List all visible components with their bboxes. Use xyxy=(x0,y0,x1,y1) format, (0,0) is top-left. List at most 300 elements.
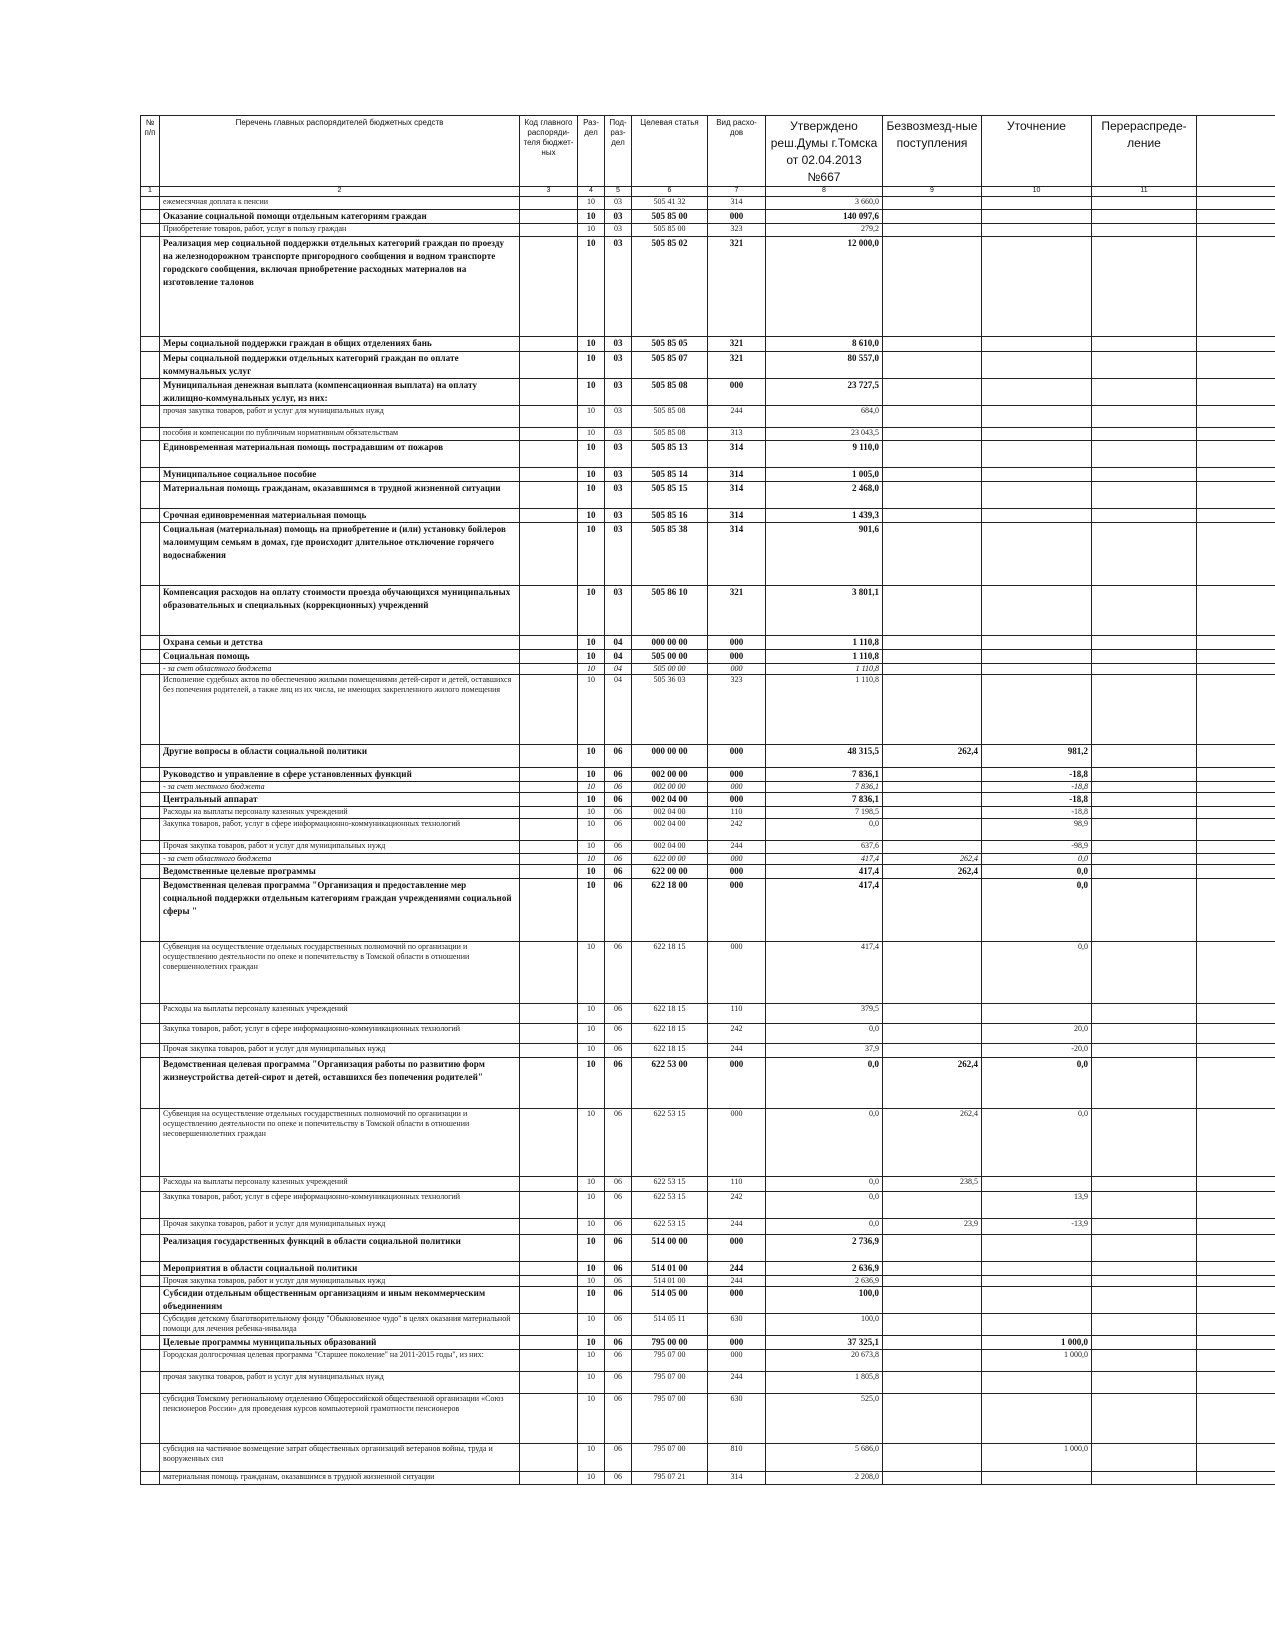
row-name-cell: Субсидии отдельным общественным организациям и иным некоммерческим объединениям xyxy=(160,1287,520,1314)
row-extra-cell xyxy=(1197,1109,1275,1177)
row-target-cell: 002 04 00 xyxy=(632,807,708,819)
row-vid-cell: 244 xyxy=(708,1262,766,1276)
row-extra-cell xyxy=(1197,224,1275,237)
row-target-cell: 000 00 00 xyxy=(632,745,708,768)
table-row xyxy=(141,237,1275,337)
row-podrazdel-cell: 03 xyxy=(605,586,632,636)
row-target-cell: 505 85 00 xyxy=(632,224,708,237)
row-razdel-cell: 10 xyxy=(578,1336,605,1350)
row-num-cell xyxy=(141,675,160,745)
row-redistribute-cell xyxy=(1092,768,1197,782)
row-vid-cell: 000 xyxy=(708,854,766,865)
row-num-cell xyxy=(141,1177,160,1192)
row-free-cell xyxy=(883,879,982,942)
table-row xyxy=(141,1372,1275,1394)
header-redistribute: Перераспреде-ление xyxy=(1092,116,1197,187)
row-clarify-cell xyxy=(982,482,1092,509)
row-redistribute-cell xyxy=(1092,509,1197,523)
row-name-cell: Ведомственная целевая программа "Организация работы по развитию форм жизнеустройства детей-сирот и детей, оставшихся без попечения родителей" xyxy=(160,1058,520,1109)
row-clarify-cell: -20,0 xyxy=(982,1044,1092,1058)
row-extra-cell xyxy=(1197,807,1275,819)
col-number: 10 xyxy=(982,187,1092,197)
row-free-cell xyxy=(883,1235,982,1262)
row-extra-cell xyxy=(1197,482,1275,509)
row-approved-cell: 9 110,0 xyxy=(766,441,883,468)
row-clarify-cell xyxy=(982,352,1092,379)
row-name-cell: Центральный аппарат xyxy=(160,793,520,807)
row-extra-cell xyxy=(1197,337,1275,352)
row-target-cell: 002 04 00 xyxy=(632,793,708,807)
row-podrazdel-cell: 06 xyxy=(605,1109,632,1177)
row-free-cell xyxy=(883,406,982,428)
row-code-cell xyxy=(520,1372,578,1394)
table-row xyxy=(141,768,1275,782)
row-code-cell xyxy=(520,379,578,406)
row-vid-cell: 314 xyxy=(708,468,766,482)
row-free-cell xyxy=(883,224,982,237)
row-razdel-cell: 10 xyxy=(578,523,605,586)
row-podrazdel-cell: 06 xyxy=(605,1372,632,1394)
row-vid-cell: 000 xyxy=(708,782,766,793)
row-clarify-cell xyxy=(982,1287,1092,1314)
row-name-cell: субсидия на частичное возмещение затрат общественных организаций ветеранов войны, труда и вооруженных сил xyxy=(160,1444,520,1472)
row-free-cell xyxy=(883,650,982,664)
row-free-cell xyxy=(883,1004,982,1024)
row-num-cell xyxy=(141,807,160,819)
row-vid-cell: 242 xyxy=(708,1192,766,1219)
row-target-cell: 505 41 32 xyxy=(632,197,708,210)
row-clarify-cell xyxy=(982,237,1092,337)
row-vid-cell: 000 xyxy=(708,768,766,782)
row-name-cell: Приобретение товаров, работ, услуг в пользу граждан xyxy=(160,224,520,237)
row-vid-cell: 110 xyxy=(708,807,766,819)
row-clarify-cell xyxy=(982,406,1092,428)
row-code-cell xyxy=(520,745,578,768)
budget-table xyxy=(140,115,1275,1485)
row-target-cell: 002 04 00 xyxy=(632,841,708,854)
row-code-cell xyxy=(520,782,578,793)
row-clarify-cell xyxy=(982,428,1092,441)
row-razdel-cell: 10 xyxy=(578,1276,605,1287)
row-target-cell: 000 00 00 xyxy=(632,636,708,650)
row-podrazdel-cell: 03 xyxy=(605,482,632,509)
table-row xyxy=(141,1262,1275,1276)
row-target-cell: 795 07 00 xyxy=(632,1350,708,1372)
row-extra-cell xyxy=(1197,1444,1275,1472)
row-target-cell: 514 01 00 xyxy=(632,1262,708,1276)
col-number: 7 xyxy=(708,187,766,197)
header-num: № п/п xyxy=(141,116,160,187)
row-free-cell xyxy=(883,1287,982,1314)
row-vid-cell: 321 xyxy=(708,352,766,379)
row-target-cell: 622 53 15 xyxy=(632,1109,708,1177)
row-free-cell xyxy=(883,1444,982,1472)
row-name-cell: Расходы на выплаты персоналу казенных учреждений xyxy=(160,807,520,819)
row-approved-cell: 1 805,8 xyxy=(766,1372,883,1394)
row-vid-cell: 242 xyxy=(708,1024,766,1044)
row-target-cell: 622 53 15 xyxy=(632,1177,708,1192)
row-razdel-cell: 10 xyxy=(578,1350,605,1372)
row-code-cell xyxy=(520,942,578,1004)
column-number-row xyxy=(141,187,1275,197)
row-vid-cell: 000 xyxy=(708,865,766,879)
row-target-cell: 795 07 00 xyxy=(632,1394,708,1444)
row-extra-cell xyxy=(1197,1219,1275,1235)
row-approved-cell: 23 043,5 xyxy=(766,428,883,441)
row-code-cell xyxy=(520,768,578,782)
row-podrazdel-cell: 03 xyxy=(605,352,632,379)
row-free-cell: 262,4 xyxy=(883,1109,982,1177)
table-row xyxy=(141,406,1275,428)
row-vid-cell: 000 xyxy=(708,1336,766,1350)
row-free-cell xyxy=(883,523,982,586)
row-name-cell: прочая закупка товаров, работ и услуг для муниципальных нужд xyxy=(160,406,520,428)
row-podrazdel-cell: 06 xyxy=(605,1004,632,1024)
table-row xyxy=(141,1472,1275,1485)
row-num-cell xyxy=(141,636,160,650)
row-vid-cell: 321 xyxy=(708,586,766,636)
row-name-cell: Реализация государственных функций в области социальной политики xyxy=(160,1235,520,1262)
row-extra-cell xyxy=(1197,854,1275,865)
row-name-cell: - за счет областного бюджета xyxy=(160,854,520,865)
row-extra-cell xyxy=(1197,664,1275,675)
row-vid-cell: 314 xyxy=(708,482,766,509)
row-razdel-cell: 10 xyxy=(578,482,605,509)
row-redistribute-cell xyxy=(1092,1276,1197,1287)
row-num-cell xyxy=(141,1024,160,1044)
row-extra-cell xyxy=(1197,428,1275,441)
row-free-cell xyxy=(883,636,982,650)
header-name: Перечень главных распорядителей бюджетных средств xyxy=(160,116,520,187)
row-razdel-cell: 10 xyxy=(578,841,605,854)
row-approved-cell: 12 000,0 xyxy=(766,237,883,337)
table-row xyxy=(141,1192,1275,1219)
row-name-cell: Социальная помощь xyxy=(160,650,520,664)
row-free-cell xyxy=(883,379,982,406)
row-extra-cell xyxy=(1197,1394,1275,1444)
row-podrazdel-cell: 06 xyxy=(605,793,632,807)
row-extra-cell xyxy=(1197,1276,1275,1287)
row-num-cell xyxy=(141,1044,160,1058)
row-free-cell xyxy=(883,441,982,468)
table-row xyxy=(141,675,1275,745)
row-razdel-cell: 10 xyxy=(578,468,605,482)
row-redistribute-cell xyxy=(1092,650,1197,664)
row-approved-cell: 2 636,9 xyxy=(766,1262,883,1276)
row-extra-cell xyxy=(1197,1372,1275,1394)
row-target-cell: 795 07 00 xyxy=(632,1372,708,1394)
row-redistribute-cell xyxy=(1092,482,1197,509)
row-vid-cell: 000 xyxy=(708,664,766,675)
table-row xyxy=(141,337,1275,352)
row-name-cell: Субсидия детскому благотворительному фонду "Обыкновенное чудо" в целях оказания материальной помощи для лечения ребенка-инвалида xyxy=(160,1314,520,1336)
row-free-cell xyxy=(883,841,982,854)
row-name-cell: Социальная (материальная) помощь на приобретение и (или) установку бойлеров малоимущим семьям в домах, где происходит длительное отключение горячего водоснабжения xyxy=(160,523,520,586)
row-razdel-cell: 10 xyxy=(578,379,605,406)
table-row xyxy=(141,210,1275,224)
row-podrazdel-cell: 03 xyxy=(605,406,632,428)
header-extra xyxy=(1197,116,1275,187)
row-name-cell: - за счет местного бюджета xyxy=(160,782,520,793)
row-target-cell: 622 18 00 xyxy=(632,879,708,942)
row-code-cell xyxy=(520,650,578,664)
row-target-cell: 514 05 11 xyxy=(632,1314,708,1336)
row-extra-cell xyxy=(1197,650,1275,664)
row-free-cell: 262,4 xyxy=(883,854,982,865)
row-clarify-cell: 0,0 xyxy=(982,942,1092,1004)
row-redistribute-cell xyxy=(1092,879,1197,942)
row-target-cell: 505 85 07 xyxy=(632,352,708,379)
row-extra-cell xyxy=(1197,793,1275,807)
budget-table-sheet xyxy=(140,115,1275,1650)
row-code-cell xyxy=(520,664,578,675)
row-target-cell: 622 18 15 xyxy=(632,1044,708,1058)
row-num-cell xyxy=(141,1287,160,1314)
row-name-cell: Закупка товаров, работ, услуг в сфере информационно-коммуникационных технологий xyxy=(160,1192,520,1219)
row-redistribute-cell xyxy=(1092,675,1197,745)
header-clarify: Уточнение xyxy=(982,116,1092,187)
row-redistribute-cell xyxy=(1092,1219,1197,1235)
row-target-cell: 505 85 08 xyxy=(632,428,708,441)
row-target-cell: 505 85 08 xyxy=(632,406,708,428)
row-podrazdel-cell: 04 xyxy=(605,636,632,650)
row-razdel-cell: 10 xyxy=(578,942,605,1004)
row-redistribute-cell xyxy=(1092,337,1197,352)
row-target-cell: 505 00 00 xyxy=(632,664,708,675)
table-row xyxy=(141,1336,1275,1350)
row-approved-cell: 1 110,8 xyxy=(766,664,883,675)
row-approved-cell: 7 198,5 xyxy=(766,807,883,819)
row-podrazdel-cell: 06 xyxy=(605,1177,632,1192)
row-code-cell xyxy=(520,819,578,841)
table-row xyxy=(141,197,1275,210)
row-approved-cell: 0,0 xyxy=(766,1177,883,1192)
row-redistribute-cell xyxy=(1092,1044,1197,1058)
col-number-extra xyxy=(1197,187,1275,197)
row-approved-cell: 7 836,1 xyxy=(766,768,883,782)
row-extra-cell xyxy=(1197,237,1275,337)
row-vid-cell: 000 xyxy=(708,745,766,768)
table-row xyxy=(141,1276,1275,1287)
row-extra-cell xyxy=(1197,782,1275,793)
table-row xyxy=(141,224,1275,237)
row-extra-cell xyxy=(1197,1044,1275,1058)
table-row xyxy=(141,1219,1275,1235)
row-podrazdel-cell: 03 xyxy=(605,509,632,523)
row-razdel-cell: 10 xyxy=(578,745,605,768)
row-clarify-cell xyxy=(982,1472,1092,1485)
row-name-cell: субсидия Томскому региональному отделению Общероссийской общественной организации «Союз пенсионеров России» для проведения курсов компьютерной грамотности пенсионеров xyxy=(160,1394,520,1444)
row-approved-cell: 3 801,1 xyxy=(766,586,883,636)
row-podrazdel-cell: 03 xyxy=(605,523,632,586)
row-num-cell xyxy=(141,1109,160,1177)
row-clarify-cell xyxy=(982,1235,1092,1262)
row-extra-cell xyxy=(1197,1024,1275,1044)
col-number: 9 xyxy=(883,187,982,197)
row-free-cell xyxy=(883,942,982,1004)
row-vid-cell: 630 xyxy=(708,1314,766,1336)
row-extra-cell xyxy=(1197,406,1275,428)
row-clarify-cell: 0,0 xyxy=(982,854,1092,865)
row-clarify-cell: 13,9 xyxy=(982,1192,1092,1219)
row-approved-cell: 417,4 xyxy=(766,865,883,879)
row-redistribute-cell xyxy=(1092,237,1197,337)
row-redistribute-cell xyxy=(1092,1336,1197,1350)
header-vid: Вид расхо-дов xyxy=(708,116,766,187)
row-redistribute-cell xyxy=(1092,1235,1197,1262)
row-name-cell: Ведомственная целевая программа "Организация и предоставление мер социальной поддержки отдельным категориям граждан учреждениями социальной сферы " xyxy=(160,879,520,942)
table-row xyxy=(141,1177,1275,1192)
row-razdel-cell: 10 xyxy=(578,441,605,468)
row-num-cell xyxy=(141,1219,160,1235)
row-podrazdel-cell: 04 xyxy=(605,664,632,675)
row-free-cell xyxy=(883,468,982,482)
row-podrazdel-cell: 06 xyxy=(605,782,632,793)
row-podrazdel-cell: 03 xyxy=(605,379,632,406)
row-name-cell: материальная помощь гражданам, оказавшимся в трудной жизненной ситуации xyxy=(160,1472,520,1485)
row-num-cell xyxy=(141,1262,160,1276)
table-row xyxy=(141,793,1275,807)
row-name-cell: Прочая закупка товаров, работ и услуг для муниципальных нужд xyxy=(160,841,520,854)
row-name-cell: Охрана семьи и детства xyxy=(160,636,520,650)
row-redistribute-cell xyxy=(1092,942,1197,1004)
row-target-cell: 505 85 02 xyxy=(632,237,708,337)
row-clarify-cell xyxy=(982,1262,1092,1276)
row-redistribute-cell xyxy=(1092,379,1197,406)
row-name-cell: Реализация мер социальной поддержки отдельных категорий граждан по проезду на железнодорожном транспорте пригородного сообщения и водном транспорте городского сообщения, включая приобретение расходных материалов на изготовление талонов xyxy=(160,237,520,337)
table-row xyxy=(141,1058,1275,1109)
row-code-cell xyxy=(520,1004,578,1024)
col-number: 8 xyxy=(766,187,883,197)
table-row xyxy=(141,807,1275,819)
row-razdel-cell: 10 xyxy=(578,664,605,675)
row-extra-cell xyxy=(1197,1177,1275,1192)
row-clarify-cell: 1 000,0 xyxy=(982,1336,1092,1350)
row-clarify-cell: -98,9 xyxy=(982,841,1092,854)
table-row xyxy=(141,1444,1275,1472)
row-free-cell xyxy=(883,509,982,523)
row-razdel-cell: 10 xyxy=(578,636,605,650)
row-free-cell: 23,9 xyxy=(883,1219,982,1235)
row-redistribute-cell xyxy=(1092,428,1197,441)
row-podrazdel-cell: 06 xyxy=(605,854,632,865)
row-code-cell xyxy=(520,1219,578,1235)
row-name-cell: Меры социальной поддержки отдельных категорий граждан по оплате коммунальных услуг xyxy=(160,352,520,379)
row-extra-cell xyxy=(1197,1314,1275,1336)
row-target-cell: 505 85 05 xyxy=(632,337,708,352)
row-extra-cell xyxy=(1197,841,1275,854)
row-vid-cell: 321 xyxy=(708,237,766,337)
row-podrazdel-cell: 06 xyxy=(605,768,632,782)
row-target-cell: 505 85 08 xyxy=(632,379,708,406)
row-approved-cell: 80 557,0 xyxy=(766,352,883,379)
row-approved-cell: 3 660,0 xyxy=(766,197,883,210)
row-code-cell xyxy=(520,406,578,428)
row-razdel-cell: 10 xyxy=(578,586,605,636)
row-extra-cell xyxy=(1197,1472,1275,1485)
row-name-cell: Меры социальной поддержки граждан в общих отделениях бань xyxy=(160,337,520,352)
row-vid-cell: 313 xyxy=(708,428,766,441)
row-free-cell xyxy=(883,793,982,807)
row-name-cell: Городская долгосрочная целевая программа "Старшее поколение" на 2011-2015 годы", из них: xyxy=(160,1350,520,1372)
row-clarify-cell xyxy=(982,1372,1092,1394)
row-free-cell: 262,4 xyxy=(883,745,982,768)
row-podrazdel-cell: 03 xyxy=(605,337,632,352)
row-redistribute-cell xyxy=(1092,1192,1197,1219)
row-clarify-cell: 98,9 xyxy=(982,819,1092,841)
row-approved-cell: 1 005,0 xyxy=(766,468,883,482)
row-clarify-cell: 0,0 xyxy=(982,1058,1092,1109)
row-razdel-cell: 10 xyxy=(578,197,605,210)
row-podrazdel-cell: 06 xyxy=(605,1058,632,1109)
row-free-cell xyxy=(883,1276,982,1287)
row-free-cell xyxy=(883,197,982,210)
row-code-cell xyxy=(520,879,578,942)
row-approved-cell: 37 325,1 xyxy=(766,1336,883,1350)
row-code-cell xyxy=(520,1235,578,1262)
row-code-cell xyxy=(520,224,578,237)
row-redistribute-cell xyxy=(1092,352,1197,379)
row-vid-cell: 244 xyxy=(708,406,766,428)
col-number: 11 xyxy=(1092,187,1197,197)
row-target-cell: 795 07 21 xyxy=(632,1472,708,1485)
row-target-cell: 505 85 15 xyxy=(632,482,708,509)
row-clarify-cell xyxy=(982,509,1092,523)
row-redistribute-cell xyxy=(1092,1314,1197,1336)
row-approved-cell: 7 836,1 xyxy=(766,782,883,793)
row-vid-cell: 244 xyxy=(708,1276,766,1287)
row-approved-cell: 100,0 xyxy=(766,1287,883,1314)
row-clarify-cell: -18,8 xyxy=(982,782,1092,793)
row-redistribute-cell xyxy=(1092,586,1197,636)
row-vid-cell: 244 xyxy=(708,841,766,854)
table-row xyxy=(141,586,1275,636)
row-razdel-cell: 10 xyxy=(578,1235,605,1262)
row-target-cell: 622 53 15 xyxy=(632,1219,708,1235)
row-code-cell xyxy=(520,441,578,468)
table-row xyxy=(141,841,1275,854)
row-name-cell: Оказание социальной помощи отдельным категориям граждан xyxy=(160,210,520,224)
row-target-cell: 622 00 00 xyxy=(632,854,708,865)
col-number: 4 xyxy=(578,187,605,197)
row-clarify-cell xyxy=(982,636,1092,650)
row-vid-cell: 244 xyxy=(708,1044,766,1058)
row-num-cell xyxy=(141,523,160,586)
table-row xyxy=(141,1004,1275,1024)
table-row xyxy=(141,664,1275,675)
row-extra-cell xyxy=(1197,379,1275,406)
row-vid-cell: 314 xyxy=(708,1472,766,1485)
row-razdel-cell: 10 xyxy=(578,1394,605,1444)
row-num-cell xyxy=(141,865,160,879)
row-approved-cell: 2 208,0 xyxy=(766,1472,883,1485)
row-num-cell xyxy=(141,745,160,768)
row-approved-cell: 525,0 xyxy=(766,1394,883,1444)
row-num-cell xyxy=(141,942,160,1004)
table-row xyxy=(141,650,1275,664)
row-podrazdel-cell: 06 xyxy=(605,1276,632,1287)
row-vid-cell: 000 xyxy=(708,1287,766,1314)
row-extra-cell xyxy=(1197,1058,1275,1109)
table-header-row xyxy=(141,116,1275,187)
row-code-cell xyxy=(520,1444,578,1472)
row-redistribute-cell xyxy=(1092,210,1197,224)
row-extra-cell xyxy=(1197,1287,1275,1314)
row-name-cell: Мероприятия в области социальной политики xyxy=(160,1262,520,1276)
row-razdel-cell: 10 xyxy=(578,807,605,819)
row-clarify-cell xyxy=(982,1276,1092,1287)
row-approved-cell: 37,9 xyxy=(766,1044,883,1058)
